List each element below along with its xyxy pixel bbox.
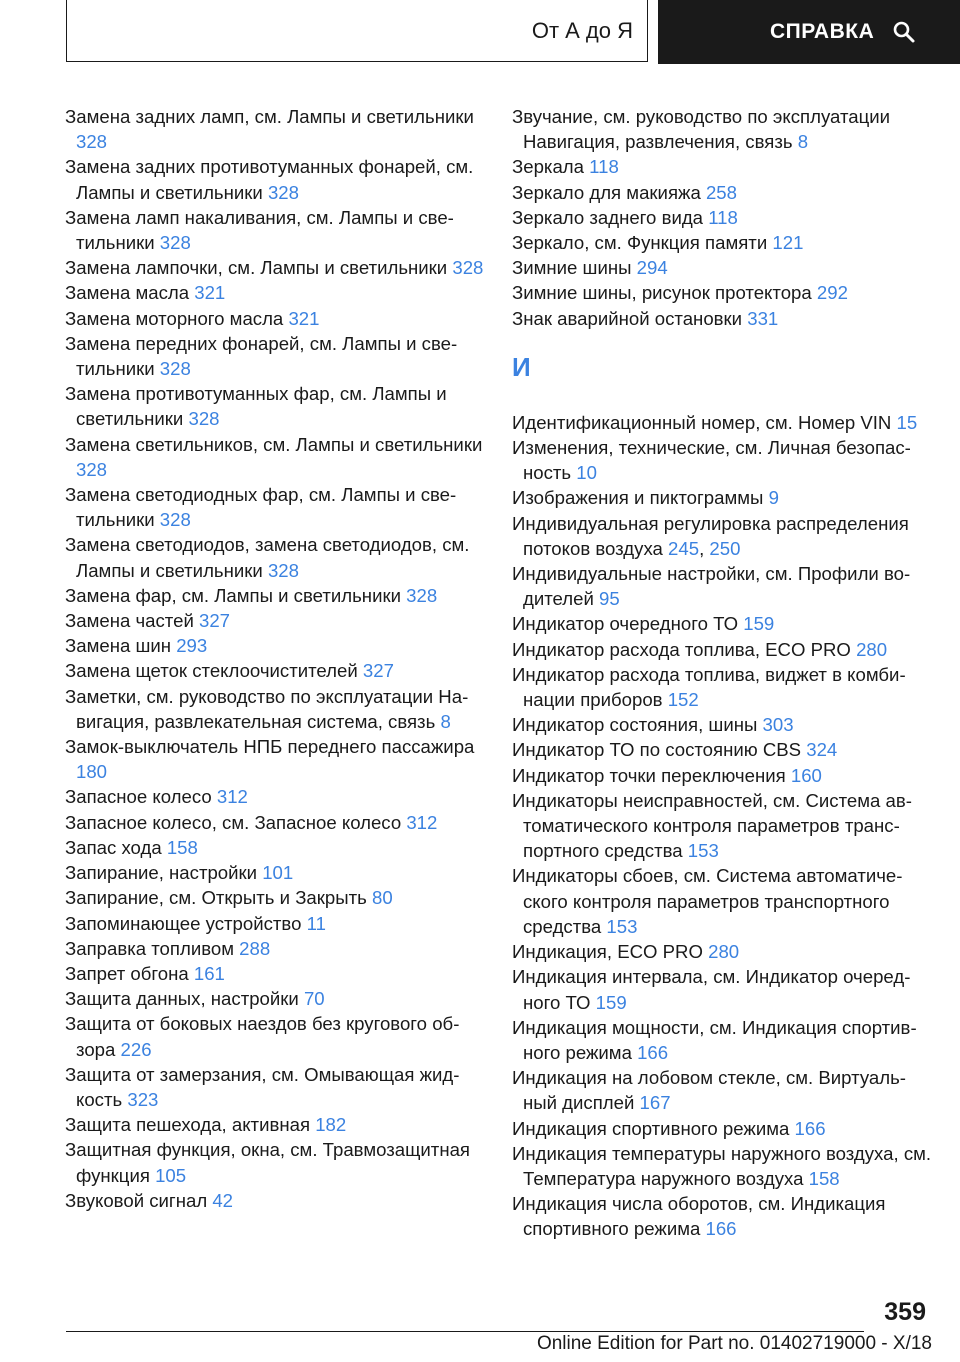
index-entry-text: Замена светодиодов, замена светодиодов, см. Лампы и светильники bbox=[65, 534, 470, 581]
index-entry bbox=[512, 637, 932, 662]
page-link[interactable]: 118 bbox=[589, 156, 619, 178]
page-link[interactable]: 328 bbox=[76, 458, 108, 480]
index-entry-text: Индикация мощности, см. Индикация спортивного режима bbox=[512, 1016, 917, 1063]
index-entry bbox=[65, 658, 485, 683]
index-entry bbox=[65, 684, 485, 734]
index-entry-text: Индикатор ТО по состоянию CBS bbox=[512, 739, 807, 761]
page-link[interactable]: 161 bbox=[193, 962, 225, 984]
page-link[interactable]: 166 bbox=[637, 1041, 669, 1063]
page-link[interactable]: 8 bbox=[440, 710, 451, 732]
page-link[interactable]: 118 bbox=[708, 206, 738, 228]
index-entry-text: Изображения и пиктограммы bbox=[512, 487, 769, 509]
page-link[interactable]: 160 bbox=[790, 764, 822, 786]
index-entry-text: Индикация температуры наружного воздуха, см. Температура наружного воздуха bbox=[512, 1142, 932, 1189]
index-entry-text: Индикация, ECO PRO bbox=[512, 941, 709, 963]
index-entry bbox=[65, 1011, 485, 1061]
index-entry bbox=[65, 104, 485, 154]
index-entry-text: Запасное колесо, см. Запасное колесо bbox=[65, 811, 407, 833]
index-entry-text: Замена лампочки, см. Лампы и светильники bbox=[65, 257, 453, 279]
page-link[interactable]: 152 bbox=[667, 689, 699, 711]
index-entry bbox=[65, 154, 485, 204]
index-entry-text: Зеркало для макияжа bbox=[512, 181, 706, 203]
page-number: 359 bbox=[884, 1298, 926, 1326]
index-entry bbox=[512, 1191, 932, 1241]
index-entry-text: Запрет обгона bbox=[65, 962, 194, 984]
index-entry bbox=[512, 964, 932, 1014]
index-entry-text: Индикаторы сбоев, см. Система автоматического контроля параметров транспортного средства bbox=[512, 865, 903, 937]
footer-divider bbox=[66, 1331, 864, 1332]
index-entry bbox=[512, 611, 932, 636]
index-entry bbox=[65, 381, 485, 431]
index-entry bbox=[65, 810, 485, 835]
index-entry-text: Зеркало заднего вида bbox=[512, 206, 709, 228]
index-entry-text: Запоминающее устройство bbox=[65, 912, 307, 934]
page-link[interactable]: 70 bbox=[303, 988, 325, 1010]
page-link[interactable]: 10 bbox=[576, 462, 597, 484]
index-entry-text: Запасное колесо bbox=[65, 786, 217, 808]
page-link[interactable]: 167 bbox=[639, 1092, 671, 1114]
index-entry bbox=[512, 230, 932, 255]
index-entry-text: Индикация числа оборотов, см. Индикация спортивного режима bbox=[512, 1193, 886, 1240]
index-entry-text: Индикация спортивного режима bbox=[512, 1117, 795, 1139]
index-entry-text: Защитная функция, окна, см. Травмозащитная функция bbox=[65, 1139, 470, 1186]
index-entry-text: Зимние шины, рисунок протектора bbox=[512, 282, 817, 304]
index-entry bbox=[65, 306, 485, 331]
page-link[interactable]: 159 bbox=[743, 613, 775, 635]
index-entry-text: Запирание, настройки bbox=[65, 862, 263, 884]
index-entry bbox=[65, 255, 485, 280]
index-entry bbox=[512, 410, 932, 435]
index-entry bbox=[512, 1065, 932, 1115]
page-link[interactable]: 328 bbox=[76, 131, 108, 153]
index-entry bbox=[65, 280, 485, 305]
index-entry bbox=[65, 205, 485, 255]
index-entry bbox=[512, 763, 932, 788]
index-entry bbox=[512, 154, 932, 179]
page-link[interactable]: 258 bbox=[705, 181, 737, 203]
page-link[interactable]: 166 bbox=[705, 1218, 737, 1240]
index-entry bbox=[512, 255, 932, 280]
page-link[interactable]: 166 bbox=[794, 1117, 826, 1139]
page-link[interactable]: 327 bbox=[199, 610, 231, 632]
index-entry-text: Замена задних противотуманных фонарей, см. Лампы и светильники bbox=[65, 156, 474, 203]
index-entry bbox=[512, 485, 932, 510]
index-entry bbox=[512, 280, 932, 305]
index-entry-text: Знак аварийной остановки bbox=[512, 307, 748, 329]
page-link[interactable]: 328 bbox=[267, 181, 299, 203]
index-entry-text: Замок-выключатель НПБ переднего пассажира bbox=[65, 736, 475, 758]
page-link[interactable]: 328 bbox=[406, 584, 438, 606]
page-link[interactable]: 121 bbox=[772, 232, 804, 254]
index-entry bbox=[65, 432, 485, 482]
index-entry-text: Замена частей bbox=[65, 610, 199, 632]
page-link[interactable]: 328 bbox=[159, 232, 191, 254]
page-link[interactable]: 11 bbox=[306, 912, 326, 934]
index-entry bbox=[65, 532, 485, 582]
index-entry bbox=[512, 1015, 932, 1065]
tab-a-to-z[interactable] bbox=[66, 0, 648, 62]
index-group-z bbox=[512, 104, 932, 331]
page-link[interactable]: 153 bbox=[606, 915, 638, 937]
page-link[interactable]: 294 bbox=[636, 257, 668, 279]
tab-a-to-z-label: От А до Я bbox=[531, 17, 633, 43]
index-entry-text: Замена масла bbox=[65, 282, 195, 304]
index-entry-text: Изменения, технические, см. Личная безопасность bbox=[512, 437, 911, 484]
index-entry bbox=[512, 435, 932, 485]
search-icon[interactable] bbox=[892, 20, 916, 44]
tab-help[interactable] bbox=[658, 0, 960, 64]
index-entry bbox=[512, 712, 932, 737]
page-link[interactable]: 331 bbox=[747, 307, 779, 329]
index-entry bbox=[65, 583, 485, 608]
index-entry bbox=[512, 205, 932, 230]
index-entry-text: Звучание, см. руководство по эксплуатации Навигация, развлечения, связь bbox=[512, 106, 891, 153]
page-link[interactable]: 9 bbox=[768, 487, 779, 509]
index-entry-text: Защита от боковых наездов без кругового обзора bbox=[65, 1013, 460, 1060]
index-column-right bbox=[512, 104, 932, 1242]
index-entry-text: Индикатор расхода топлива, ECO PRO bbox=[512, 638, 857, 660]
index-entry bbox=[512, 306, 932, 331]
index-entry bbox=[65, 835, 485, 860]
index-entry-text: Защита данных, настройки bbox=[65, 988, 304, 1010]
index-entry bbox=[65, 1062, 485, 1112]
page-link[interactable]: 328 bbox=[188, 408, 220, 430]
index-entry-text: Зеркала bbox=[512, 156, 590, 178]
index-entry-text: Индивидуальная регулировка распределения потоков воздуха bbox=[512, 512, 909, 559]
page-link[interactable]: 15 bbox=[896, 411, 918, 433]
index-group-i bbox=[512, 410, 932, 1242]
index-entry bbox=[512, 561, 932, 611]
index-entry bbox=[512, 511, 932, 561]
page-link[interactable]: 327 bbox=[362, 660, 394, 682]
index-entry bbox=[65, 860, 485, 885]
page-link[interactable]: 321 bbox=[288, 307, 320, 329]
index-entry-text: Индивидуальные настройки, см. Профили водителей bbox=[512, 563, 911, 610]
page-link[interactable]: 105 bbox=[155, 1164, 187, 1186]
page-link[interactable]: 288 bbox=[239, 937, 271, 959]
index-entry-text: Замена фар, см. Лампы и светильники bbox=[65, 584, 407, 606]
page-link[interactable]: 95 bbox=[599, 588, 620, 610]
index-entry-text: Замена задних ламп, см. Лампы и светильники bbox=[65, 106, 474, 127]
index-entry-text: Запирание, см. Открыть и Закрыть bbox=[65, 887, 372, 909]
index-entry bbox=[512, 1116, 932, 1141]
index-entry bbox=[65, 961, 485, 986]
page-separator: , bbox=[699, 537, 710, 559]
index-entry bbox=[65, 633, 485, 658]
index-entry bbox=[512, 788, 932, 864]
index-entry bbox=[65, 911, 485, 936]
index-entry bbox=[512, 180, 932, 205]
page-link[interactable]: 245 bbox=[668, 537, 700, 559]
tab-help-label: СПРАВКА bbox=[770, 20, 875, 43]
index-entry-text: Индикатор расхода топлива, виджет в комбинации приборов bbox=[512, 663, 906, 711]
page-link[interactable]: 158 bbox=[808, 1167, 840, 1189]
page-link[interactable]: 180 bbox=[76, 761, 108, 783]
index-entry bbox=[65, 986, 485, 1011]
index-entry bbox=[65, 734, 485, 784]
index-entry bbox=[65, 482, 485, 532]
index-entry-text: Индикатор состояния, шины bbox=[512, 714, 763, 736]
index-entry bbox=[512, 104, 932, 154]
index-entry-text: Замена светодиодных фар, см. Лампы и светильники bbox=[65, 484, 457, 531]
index-entry-text: Замена ламп накаливания, см. Лампы и светильники bbox=[65, 206, 454, 254]
page-link[interactable]: 280 bbox=[708, 941, 740, 963]
footer-edition: Online Edition for Part no. 01402719000 - X/18 bbox=[536, 1333, 932, 1354]
index-entry-text: Замена передних фонарей, см. Лампы и светильники bbox=[65, 332, 458, 380]
index-entry-text: Защита от замерзания, см. Омывающая жидкость bbox=[65, 1063, 460, 1110]
index-entry-text: Запас хода bbox=[65, 836, 167, 858]
index-entry bbox=[65, 784, 485, 809]
page-link[interactable]: 312 bbox=[216, 786, 248, 808]
page-link[interactable]: 226 bbox=[120, 1038, 152, 1060]
index-entry-text: Замена моторного масла bbox=[65, 307, 289, 329]
page-link[interactable]: 303 bbox=[762, 714, 794, 736]
index-entry-text: Индикаторы неисправностей, см. Система автоматического контроля параметров транспортного средства bbox=[512, 789, 912, 862]
index-column-left bbox=[65, 104, 485, 1213]
index-entry-text: Индикатор точки переключения bbox=[512, 764, 791, 786]
page-link[interactable]: 321 bbox=[194, 282, 226, 304]
page-link[interactable]: 324 bbox=[806, 739, 838, 761]
index-entry-text: Замена шин bbox=[65, 635, 177, 657]
page-link[interactable]: 182 bbox=[315, 1114, 347, 1136]
page-link[interactable]: 323 bbox=[127, 1088, 159, 1110]
index-entry bbox=[65, 1188, 485, 1213]
page-link[interactable]: 328 bbox=[452, 257, 484, 279]
page-link[interactable]: 159 bbox=[595, 991, 627, 1013]
page-link[interactable]: 158 bbox=[166, 836, 198, 858]
index-entry-text: Замена щеток стеклоочистителей bbox=[65, 660, 363, 682]
index-entry-text: Звуковой сигнал bbox=[65, 1189, 213, 1211]
page-link[interactable]: 101 bbox=[262, 862, 294, 884]
page-link[interactable]: 8 bbox=[797, 131, 809, 153]
index-entry-text: Индикация на лобовом стекле, см. Виртуальный дисплей bbox=[512, 1067, 906, 1114]
index-entry-text: Заправка топливом bbox=[65, 937, 240, 959]
page-link[interactable]: 328 bbox=[159, 509, 191, 531]
index-entry-text: Замена противотуманных фар, см. Лампы и светильники bbox=[65, 383, 447, 430]
index-entry bbox=[65, 885, 485, 910]
index-entry bbox=[512, 662, 932, 712]
section-letter: И bbox=[512, 351, 531, 382]
page-link[interactable]: 328 bbox=[159, 358, 191, 380]
index-entry bbox=[65, 331, 485, 381]
index-entry bbox=[512, 863, 932, 939]
page-link[interactable]: 328 bbox=[267, 559, 299, 581]
index-entry bbox=[512, 939, 932, 964]
page-link[interactable]: 280 bbox=[856, 638, 888, 660]
page-link[interactable]: 312 bbox=[406, 811, 438, 833]
page-link[interactable]: 292 bbox=[816, 282, 848, 304]
index-entry-text: Замена светильников, см. Лампы и светильники bbox=[65, 433, 483, 455]
index-entry-text: Защита пешехода, активная bbox=[65, 1114, 316, 1136]
index-entry-text: Идентификационный номер, см. Номер VIN bbox=[512, 411, 897, 433]
page-link[interactable]: 293 bbox=[176, 635, 208, 657]
index-entry-text: Заметки, см. руководство по эксплуатации Навигация, развлекательная система, связь bbox=[65, 685, 469, 732]
index-entry-text: Зимние шины bbox=[512, 257, 637, 279]
page-link[interactable]: 153 bbox=[687, 840, 719, 862]
index-entry bbox=[65, 1112, 485, 1137]
index-entry-text: Зеркало, см. Функция памяти bbox=[512, 232, 773, 254]
page-link[interactable]: 80 bbox=[371, 887, 393, 909]
index-entry bbox=[65, 608, 485, 633]
index-entry-text: Индикатор очередного ТО bbox=[512, 613, 744, 635]
header bbox=[66, 0, 960, 64]
index-entry bbox=[512, 737, 932, 762]
page-link[interactable]: 42 bbox=[212, 1189, 234, 1211]
index-entry bbox=[65, 1137, 485, 1187]
page-link[interactable]: 250 bbox=[709, 537, 741, 559]
index-entry bbox=[512, 1141, 932, 1191]
index-entry-text: Индикация интервала, см. Индикатор очередного ТО bbox=[512, 966, 911, 1013]
index-entry bbox=[65, 936, 485, 961]
